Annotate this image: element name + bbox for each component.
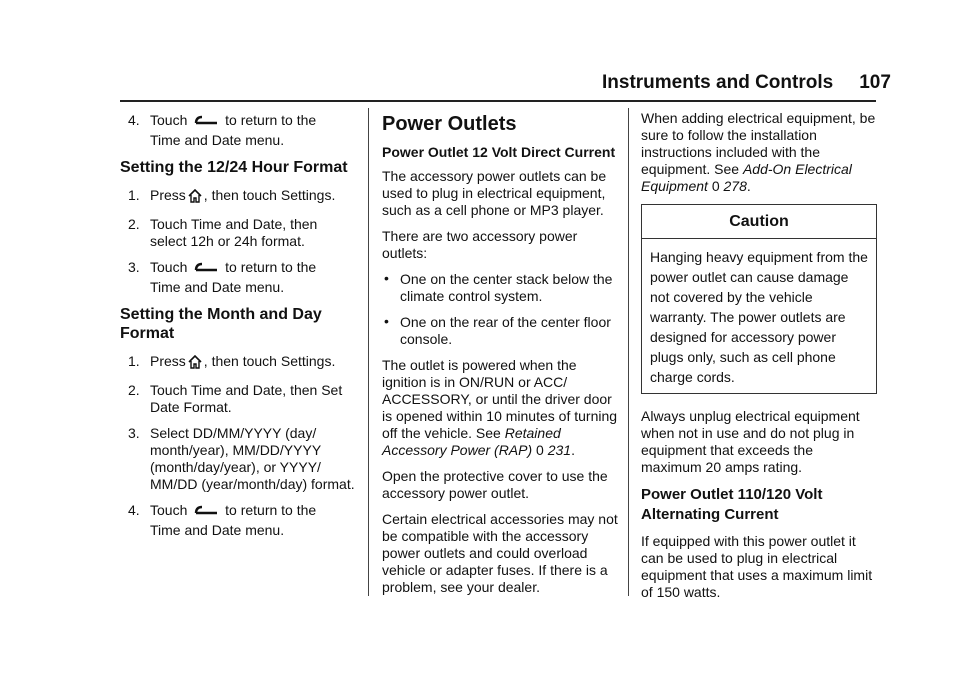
step-item — [120, 382, 356, 416]
list-item — [382, 314, 618, 348]
step-item — [120, 216, 356, 250]
step-text: Touch Time and Date, then Set Date Format. — [150, 382, 343, 415]
step-number: 3. — [128, 425, 140, 441]
home-icon — [188, 189, 202, 207]
back-arrow-icon — [193, 504, 219, 522]
step-text: Time and Date menu. — [150, 522, 285, 538]
column-3 — [641, 110, 877, 610]
back-arrow-icon — [193, 114, 219, 132]
section-heading: Power Outlets — [382, 113, 517, 135]
step-number: 1. — [128, 353, 140, 369]
column-1 — [120, 112, 356, 548]
step-item — [120, 112, 356, 149]
step-text: , then touch Settings. — [203, 353, 336, 369]
caution-text: Hanging heavy equipment from the power outlet can cause damage not covered by the vehicle warranty. The power outlets are designed for accessory power plugs only, such as cell phone charge cords. — [650, 249, 868, 385]
caution-box — [641, 204, 877, 394]
section-title: Instruments and Controls — [602, 72, 834, 93]
bullet: • — [384, 270, 389, 286]
step-number: 3. — [128, 259, 140, 275]
paragraph: If equipped with this power outlet it can be used to plug in electrical equipment that uses a maximum limit of 150 watts. — [641, 533, 873, 600]
step-item — [120, 187, 356, 207]
heading-month-day: Setting the Month and Day Format — [120, 306, 322, 342]
step-number: 1. — [128, 187, 140, 203]
step-text: to return to the — [225, 259, 317, 275]
step-number: 4. — [128, 112, 140, 128]
heading-12-24: Setting the 12/24 Hour Format — [120, 159, 348, 176]
column-divider — [628, 108, 629, 596]
step-number: 2. — [128, 382, 140, 398]
step-item — [120, 353, 356, 373]
subsection-heading: Power Outlet 12 Volt Direct Current — [382, 144, 616, 160]
step-text: Touch — [150, 112, 188, 128]
list-text: One on the rear of the center floor console. — [400, 314, 611, 347]
page-ref-number[interactable]: 278 — [723, 178, 747, 194]
paragraph — [641, 110, 877, 195]
column-2 — [382, 112, 618, 605]
step-text: Time and Date menu. — [150, 132, 285, 148]
back-arrow-icon — [193, 261, 219, 279]
paragraph-text: When adding electrical equipment, be sure to follow the installation instructions included with the equipment. See — [641, 110, 876, 177]
cross-reference-link[interactable]: Add-On Electrical Equipment — [641, 161, 852, 194]
paragraph-text: The outlet is powered when the ignition is in ON/RUN or ACC/ ACCESSORY, or until the driver door is opened within 10 minutes of turning off the vehicle. See — [382, 357, 618, 441]
caution-title: Caution — [642, 205, 876, 239]
step-text: Touch Time and Date, then select 12h or 24h format. — [150, 216, 318, 249]
page-header — [602, 72, 891, 94]
step-text: Press — [150, 187, 186, 203]
list-item — [382, 271, 618, 305]
paragraph — [382, 357, 618, 459]
page-ref-arrow: 0 — [711, 178, 720, 194]
page-ref-arrow: 0 — [536, 442, 544, 458]
page-number: 107 — [859, 72, 891, 93]
step-text: Press — [150, 353, 186, 369]
column-divider — [368, 108, 369, 596]
step-item — [120, 502, 356, 539]
subsection-heading: Power Outlet 110/120 Volt Alternating Current — [641, 486, 823, 523]
punctuation: . — [571, 442, 575, 458]
paragraph: Always unplug electrical equipment when not in use and do not plug in equipment that exceeds the maximum 20 amps rating. — [641, 408, 860, 475]
step-text: Touch — [150, 502, 188, 518]
paragraph: Certain electrical accessories may not be compatible with the accessory power outlets and could overload vehicle or adapter fuses. If there is a problem, see your dealer. — [382, 511, 618, 595]
paragraph: Open the protective cover to use the accessory power outlet. — [382, 468, 608, 501]
cross-reference-link[interactable]: Retained Accessory Power (RAP) — [382, 425, 561, 458]
step-item — [120, 259, 356, 296]
step-text: Time and Date menu. — [150, 279, 285, 295]
list-text: One on the center stack below the climate control system. — [400, 271, 613, 304]
step-text: , then touch Settings. — [203, 187, 336, 203]
paragraph: The accessory power outlets can be used to plug in electrical equipment, such as a cell phone or MP3 player. — [382, 168, 607, 218]
step-text: Touch — [150, 259, 188, 275]
step-text: Select DD/MM/YYYY (day/ month/year), MM/DD/YYYY (month/day/year), or YYYY/ MM/DD (year/month/day) format. — [150, 425, 355, 492]
page-ref-number[interactable]: 231 — [547, 442, 572, 458]
step-text: to return to the — [225, 502, 317, 518]
bullet: • — [384, 313, 389, 329]
step-item — [120, 425, 356, 493]
header-rule — [120, 100, 876, 102]
step-number: 2. — [128, 216, 140, 232]
step-number: 4. — [128, 502, 140, 518]
paragraph: There are two accessory power outlets: — [382, 228, 578, 261]
home-icon — [188, 355, 202, 373]
step-text: to return to the — [225, 112, 317, 128]
punctuation: . — [746, 178, 751, 194]
